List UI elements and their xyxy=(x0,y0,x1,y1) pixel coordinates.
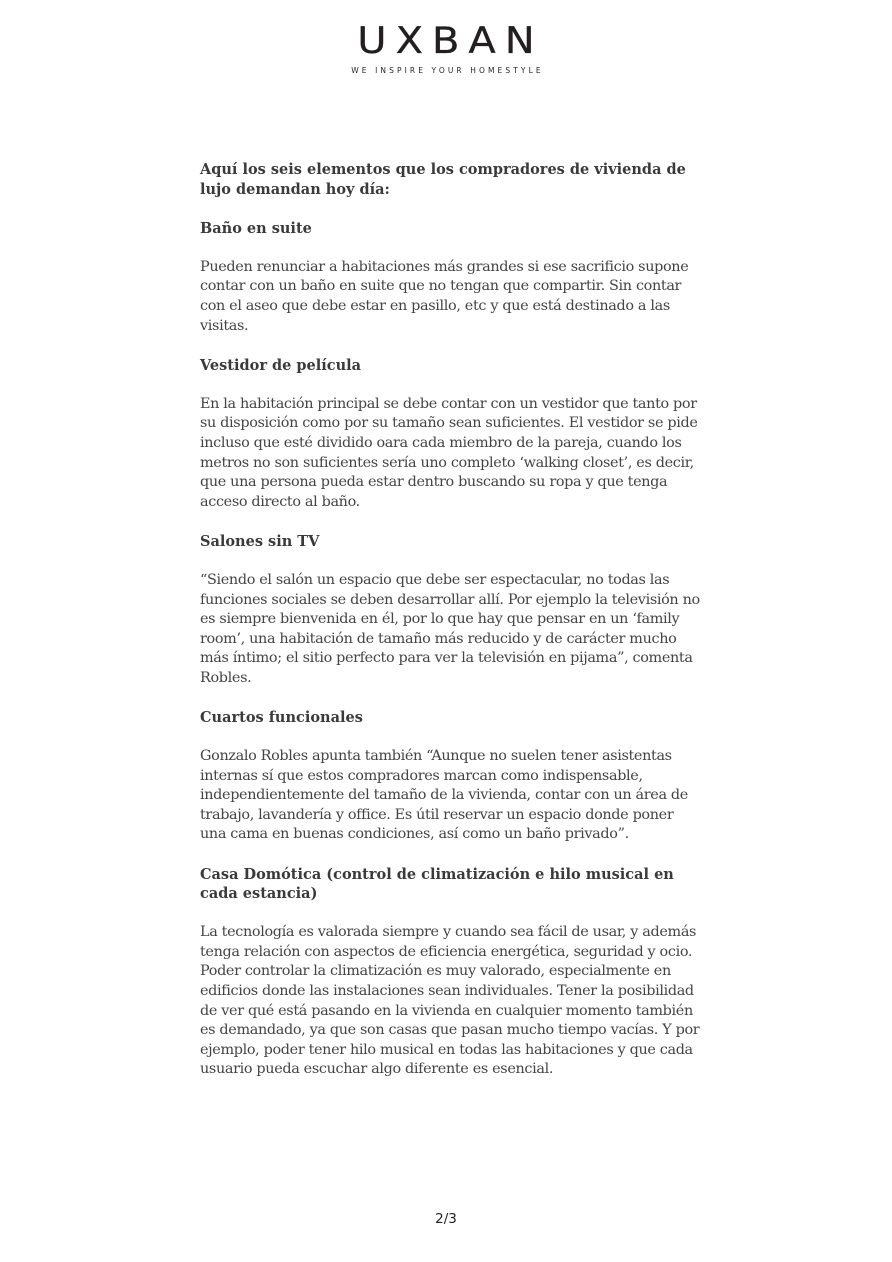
section-heading-bano-en-suite: Baño en suite xyxy=(200,219,312,237)
brand-wordmark: UXBAN xyxy=(357,19,544,63)
section-heading-salones: Salones sin TV xyxy=(200,532,320,550)
section-heading-vestidor: Vestidor de película xyxy=(200,356,362,374)
section-body-cuartos: Gonzalo Robles apunta también “Aunque no suelen tener asistentas internas sí que estos compradores marcan como indispensable, independientemente del tamaño de la vivienda, contar con un área de trabajo, lavandería y office. Es útil reservar un espacio donde poner una cama en buenas condiciones, así como un baño privado”. xyxy=(200,748,688,843)
section-body-vestidor: En la habitación principal se debe contar con un vestidor que tanto por su disposición como por su tamaño sean suficientes. El vestidor se pide incluso que esté dividido oara cada miembro de la pareja, cuando los metros no son suficientes sería uno completo ‘walking closet’, es decir, que una persona pueda estar dentro buscando su ropa y que tenga acceso directo al baño. xyxy=(200,395,698,510)
section-heading-cuartos: Cuartos funcionales xyxy=(200,708,363,726)
section-body-bano-en-suite: Pueden renunciar a habitaciones más grandes si ese sacrificio supone contar con un baño en suite que no tengan que compartir. Sin contar con el aseo que debe estar en pasillo, etc y que está destinado a las visitas. xyxy=(200,258,689,334)
section-heading-domotica: Casa Domótica (control de climatización e hilo musical en cada estancia) xyxy=(200,865,674,903)
brand-tagline: WE INSPIRE YOUR HOMESTYLE xyxy=(351,66,544,75)
page-indicator: 2/3 xyxy=(435,1211,457,1227)
article-body xyxy=(200,160,700,1080)
article-intro: Aquí los seis elementos que los compradores de vivienda de lujo demandan hoy día: xyxy=(200,161,686,198)
section-body-domotica: La tecnología es valorada siempre y cuando sea fácil de usar, y además tenga relación con aspectos de eficiencia energética, seguridad y ocio. Poder controlar la climatización es muy valorado, especialmente en edificios donde las instalaciones sean individuales. Tener la posibilidad de ver qué está pasando en la vivienda en cualquier momento también es demandado, ya que son casas que pasan mucho tiempo vacías. Y por ejemplo, poder tener hilo musical en todas las habitaciones y que cada usuario pueda escuchar algo diferente es esencial. xyxy=(200,924,700,1078)
brand-logo xyxy=(0,20,892,75)
section-body-salones: “Siendo el salón un espacio que debe ser espectacular, no todas las funciones sociales se deben desarrollar allí. Por ejemplo la televisión no es siempre bienvenida en él, por lo que hay que pensar en un ‘family room’, una habitación de tamaño más reducido y de carácter mucho más íntimo; el sitio perfecto para ver la televisión en pijama”, comenta Robles. xyxy=(200,571,700,686)
